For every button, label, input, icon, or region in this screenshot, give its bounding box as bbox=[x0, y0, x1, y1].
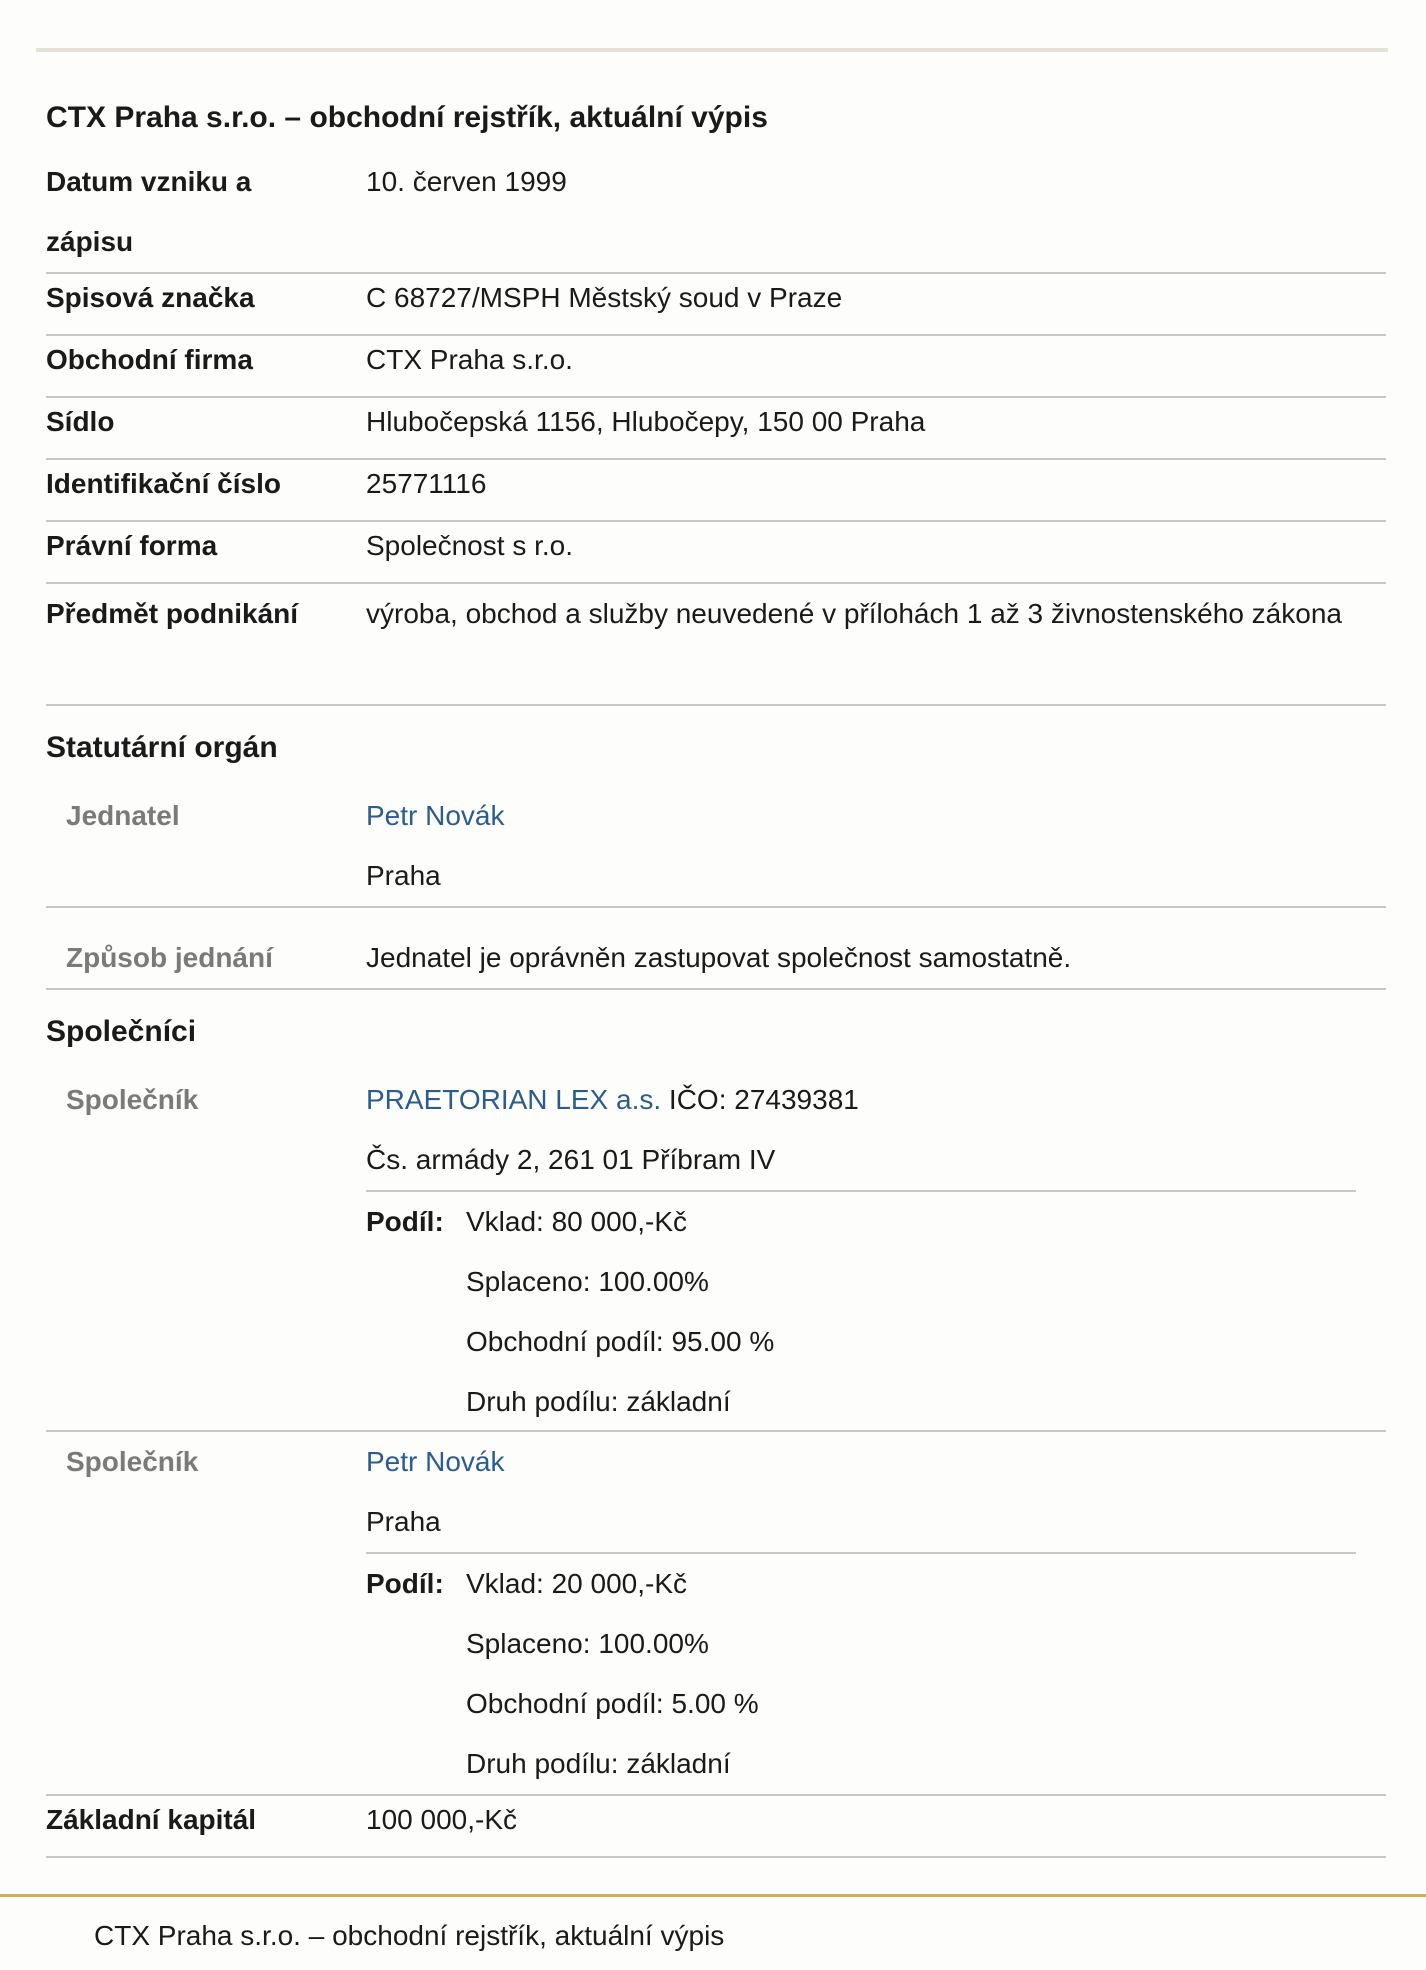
row-label: Spisová značka bbox=[46, 282, 255, 313]
share-obchodni-podil: Obchodní podíl: 95.00 % bbox=[466, 1326, 775, 1357]
partner-name-link[interactable]: Petr Novák bbox=[366, 1446, 505, 1477]
row-label: Předmět podnikání bbox=[46, 598, 299, 629]
row-value: 25771116 bbox=[366, 468, 487, 499]
row-label: Obchodní firma bbox=[46, 344, 253, 375]
row-label: Sídlo bbox=[46, 406, 115, 437]
partner-row bbox=[46, 1070, 1386, 1432]
manner-row bbox=[46, 908, 1386, 990]
row-identifikacni-cislo bbox=[46, 460, 1386, 522]
share-block bbox=[366, 1192, 1386, 1432]
share-label: Podíl: bbox=[366, 1568, 444, 1599]
section-heading-statutory: Statutární orgán bbox=[46, 731, 278, 764]
row-sidlo bbox=[46, 398, 1386, 460]
row-value: Hlubočepská 1156, Hlubočepy, 150 00 Praha bbox=[366, 406, 926, 437]
share-obchodni-podil: Obchodní podíl: 5.00 % bbox=[466, 1688, 759, 1719]
partner-label: Společník bbox=[66, 1084, 199, 1115]
row-value: CTX Praha s.r.o. bbox=[366, 344, 573, 375]
partner-value bbox=[366, 1070, 1386, 1430]
row-predmet-podnikani bbox=[46, 584, 1386, 706]
manner-label: Způsob jednání bbox=[66, 942, 273, 973]
registry-extract bbox=[46, 96, 1386, 1858]
row-value: 10. červen 1999 bbox=[366, 166, 567, 197]
share-vklad: Vklad: 80 000,-Kč bbox=[466, 1206, 688, 1237]
row-zakladni-kapital bbox=[46, 1796, 1386, 1858]
share-block bbox=[366, 1554, 1386, 1794]
share-druh: Druh podílu: základní bbox=[466, 1748, 731, 1779]
share-values bbox=[466, 1192, 1386, 1432]
jednatel-name-link[interactable]: Petr Novák bbox=[366, 800, 505, 831]
jednatel-city: Praha bbox=[366, 860, 441, 891]
jednatel-row bbox=[46, 786, 1386, 908]
row-value: výroba, obchod a služby neuvedené v přílohách 1 až 3 živnostenského zákona bbox=[366, 598, 1342, 629]
jednatel-label: Jednatel bbox=[66, 800, 180, 831]
share-splaceno: Splaceno: 100.00% bbox=[466, 1628, 709, 1659]
row-label: Základní kapitál bbox=[46, 1804, 257, 1835]
row-value: 100 000,-Kč bbox=[366, 1804, 517, 1835]
partner-name-link[interactable]: PRAETORIAN LEX a.s. bbox=[366, 1084, 662, 1115]
share-druh: Druh podílu: základní bbox=[466, 1386, 731, 1417]
partner-address: Praha bbox=[366, 1506, 441, 1537]
share-vklad: Vklad: 20 000,-Kč bbox=[466, 1568, 688, 1599]
top-divider bbox=[36, 48, 1388, 52]
partner-address: Čs. armády 2, 261 01 Příbram IV bbox=[366, 1144, 776, 1175]
row-spisova-znacka bbox=[46, 274, 1386, 336]
row-value: C 68727/MSPH Městský soud v Praze bbox=[366, 282, 843, 313]
page-title: CTX Praha s.r.o. – obchodní rejstřík, aktuální výpis bbox=[46, 101, 768, 134]
section-heading-partners: Společníci bbox=[46, 1015, 197, 1048]
row-label: Identifikační číslo bbox=[46, 468, 281, 499]
row-obchodni-firma bbox=[46, 336, 1386, 398]
footer-divider bbox=[0, 1894, 1426, 1897]
share-label: Podíl: bbox=[366, 1206, 444, 1237]
share-values bbox=[466, 1554, 1386, 1794]
row-value: Společnost s r.o. bbox=[366, 530, 574, 561]
partner-row bbox=[46, 1432, 1386, 1796]
row-label: Právní forma bbox=[46, 530, 218, 561]
row-label: Datum vzniku a zápisu bbox=[46, 166, 252, 257]
share-splaceno: Splaceno: 100.00% bbox=[466, 1266, 709, 1297]
partner-value bbox=[366, 1432, 1386, 1794]
footer-title: CTX Praha s.r.o. – obchodní rejstřík, aktuální výpis bbox=[94, 1920, 725, 1951]
manner-value: Jednatel je oprávněn zastupovat společnost samostatně. bbox=[366, 942, 1072, 973]
partner-label: Společník bbox=[66, 1446, 199, 1477]
partner-ico: IČO: 27439381 bbox=[661, 1084, 859, 1115]
jednatel-value bbox=[366, 786, 1386, 906]
row-pravni-forma bbox=[46, 522, 1386, 584]
row-datum-vzniku bbox=[46, 152, 1386, 274]
